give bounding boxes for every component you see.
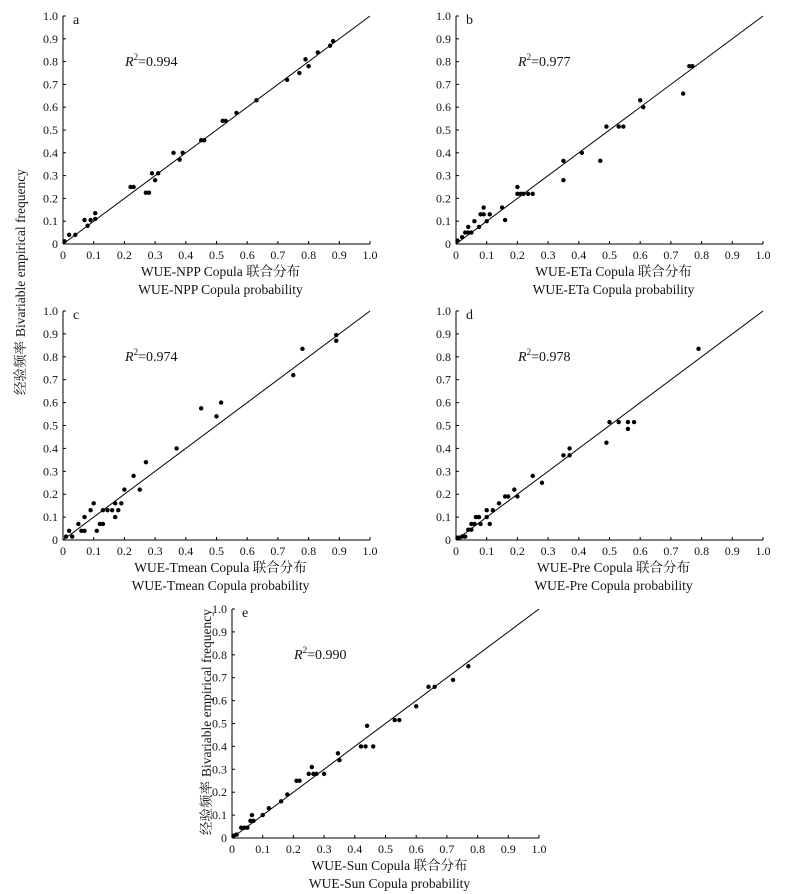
x-tick-label-a: 0.1 xyxy=(86,248,102,262)
y-tick-label-a: 0.4 xyxy=(43,145,58,160)
data-point-c xyxy=(334,333,338,337)
data-point-d xyxy=(469,527,473,531)
y-tick-label-c: 0.4 xyxy=(43,441,58,456)
y-tick-label-b: 0.3 xyxy=(436,168,451,183)
r2-superscript-d: 2 xyxy=(526,347,532,357)
data-point-b xyxy=(526,192,530,196)
r2-symbol-a: R xyxy=(125,55,134,70)
y-tick-label-c: 0.5 xyxy=(43,418,58,433)
data-point-d xyxy=(561,453,565,457)
x-tick-label-d: 0.2 xyxy=(509,544,525,558)
data-point-b xyxy=(472,219,476,223)
data-point-a xyxy=(254,98,258,102)
y-tick-label-d: 0.8 xyxy=(436,349,451,364)
x-tick-label-b: 0.7 xyxy=(663,248,679,262)
xlabel-cn-a: WUE-NPP Copula 联合分布 xyxy=(140,264,301,279)
y-tick-label-e: 0.4 xyxy=(212,739,227,754)
data-point-c xyxy=(291,373,295,377)
y-tick-label-a: 0.7 xyxy=(43,77,58,92)
x-tick-label-d: 0.9 xyxy=(724,544,740,558)
data-point-d xyxy=(607,420,611,424)
data-point-a xyxy=(316,50,320,54)
data-point-e xyxy=(336,751,340,755)
r2-annotation-d xyxy=(517,347,570,365)
ylabel-left-en: Bivariable empirical frequency xyxy=(13,169,28,337)
y-tick-label-e: 0.6 xyxy=(212,693,227,708)
data-point-d xyxy=(485,508,489,512)
x-tick-label-b: 0.2 xyxy=(509,248,525,262)
data-point-d xyxy=(463,534,467,538)
data-point-e xyxy=(426,685,430,689)
r2-annotation-a xyxy=(124,52,177,70)
y-tick-label-e: 0.7 xyxy=(212,670,227,685)
data-point-b xyxy=(531,192,535,196)
data-point-b xyxy=(580,151,584,155)
y-tick-label-a: 0.8 xyxy=(43,54,58,69)
y-tick-label-b: 0.7 xyxy=(436,77,451,92)
data-point-b xyxy=(617,124,621,128)
data-point-c xyxy=(113,501,117,505)
y-tick-label-d: 0 xyxy=(445,533,451,547)
panel-label-a: a xyxy=(73,13,80,28)
data-point-d xyxy=(531,474,535,478)
x-tick-label-e: 0.7 xyxy=(439,842,455,856)
data-point-c xyxy=(214,414,218,418)
y-tick-label-a: 0.2 xyxy=(43,191,58,206)
data-point-b xyxy=(521,192,525,196)
data-point-c xyxy=(174,446,178,450)
y-tick-label-e: 0.3 xyxy=(212,762,227,777)
y-tick-label-c: 0.8 xyxy=(43,349,58,364)
y-tick-label-b: 0.1 xyxy=(436,214,451,229)
data-point-c xyxy=(76,522,80,526)
data-point-e xyxy=(245,825,249,829)
x-tick-label-c: 0.7 xyxy=(270,544,286,558)
y-tick-label-b: 0.4 xyxy=(436,145,451,160)
y-tick-label-c: 0.6 xyxy=(43,395,58,410)
y-tick-label-d: 0.2 xyxy=(436,487,451,502)
x-tick-label-b: 0.5 xyxy=(602,248,617,262)
data-point-e xyxy=(251,819,255,823)
y-tick-label-a: 0.6 xyxy=(43,100,58,115)
x-tick-label-a: 0 xyxy=(60,248,66,262)
data-point-d xyxy=(626,427,630,431)
data-point-e xyxy=(359,744,363,748)
data-point-b xyxy=(681,91,685,95)
data-point-a xyxy=(150,171,154,175)
data-point-a xyxy=(73,233,77,237)
data-point-e xyxy=(363,744,367,748)
data-point-c xyxy=(67,529,71,533)
data-point-c xyxy=(82,529,86,533)
data-point-a xyxy=(224,119,228,123)
data-point-c xyxy=(119,501,123,505)
data-point-e xyxy=(337,758,341,762)
x-tick-label-c: 0.6 xyxy=(239,544,255,558)
r2-value-c: =0.974 xyxy=(138,350,178,365)
y-tick-label-d: 0.7 xyxy=(436,372,451,387)
data-point-d xyxy=(491,508,495,512)
data-point-e xyxy=(307,772,311,776)
data-point-c xyxy=(131,474,135,478)
data-point-a xyxy=(331,39,335,43)
y-tick-label-c: 0.9 xyxy=(43,326,58,341)
r2-superscript-c: 2 xyxy=(133,347,139,357)
ylabel-e-cn: 经验频率 xyxy=(199,780,214,835)
data-point-e xyxy=(451,678,455,682)
x-tick-label-d: 0 xyxy=(453,544,459,558)
x-tick-label-a: 0.6 xyxy=(239,248,255,262)
y-tick-label-c: 0.7 xyxy=(43,372,58,387)
r2-symbol-b: R xyxy=(518,55,527,70)
y-tick-label-b: 0.6 xyxy=(436,100,451,115)
y-tick-label-d: 0.3 xyxy=(436,464,451,479)
y-tick-label-d: 1.0 xyxy=(436,304,451,318)
x-tick-label-d: 0.7 xyxy=(663,544,679,558)
x-tick-label-e: 0.9 xyxy=(500,842,516,856)
y-tick-label-e: 0.8 xyxy=(212,647,227,662)
panel-label-c: c xyxy=(73,308,80,323)
data-point-d xyxy=(506,494,510,498)
data-point-a xyxy=(62,239,66,243)
y-tick-label-e: 0.5 xyxy=(212,716,227,731)
x-tick-label-e: 0.2 xyxy=(285,842,301,856)
data-point-b xyxy=(561,159,565,163)
r2-annotation-e xyxy=(293,645,346,663)
data-point-e xyxy=(322,772,326,776)
data-point-e xyxy=(397,718,401,722)
data-point-b xyxy=(500,205,504,209)
data-point-a xyxy=(85,224,89,228)
data-point-a xyxy=(131,185,135,189)
data-point-c xyxy=(113,515,117,519)
x-tick-label-d: 0.4 xyxy=(571,544,587,558)
data-point-d xyxy=(497,501,501,505)
y-tick-label-a: 0.3 xyxy=(43,168,58,183)
data-point-c xyxy=(138,487,142,491)
y-tick-label-a: 0.1 xyxy=(43,214,58,229)
r2-value-a: =0.994 xyxy=(138,55,178,70)
data-point-b xyxy=(604,124,608,128)
xlabel-cn-e: WUE-Sun Copula 联合分布 xyxy=(311,858,468,873)
x-tick-label-a: 0.9 xyxy=(331,248,347,262)
y-tick-label-e: 1.0 xyxy=(212,602,227,616)
data-point-a xyxy=(88,218,92,222)
x-tick-label-e: 0.5 xyxy=(378,842,393,856)
data-point-d xyxy=(696,347,700,351)
ylabel-left-cn: 经验频率 xyxy=(13,340,28,395)
data-point-e xyxy=(432,685,436,689)
data-point-d xyxy=(617,420,621,424)
data-point-e xyxy=(466,664,470,668)
data-point-a xyxy=(202,138,206,142)
data-point-e xyxy=(314,772,318,776)
r2-annotation-b xyxy=(517,52,570,70)
data-point-e xyxy=(371,744,375,748)
x-tick-label-e: 0.3 xyxy=(316,842,332,856)
data-point-b xyxy=(469,230,473,234)
data-point-a xyxy=(328,43,332,47)
x-tick-label-b: 0.1 xyxy=(479,248,495,262)
data-point-e xyxy=(297,779,301,783)
xlabel-cn-d: WUE-Pre Copula 联合分布 xyxy=(537,560,690,575)
y-tick-label-b: 0.8 xyxy=(436,54,451,69)
x-tick-label-a: 0.4 xyxy=(178,248,194,262)
r2-superscript-a: 2 xyxy=(133,52,139,62)
data-point-c xyxy=(101,522,105,526)
data-point-a xyxy=(285,78,289,82)
y-tick-label-e: 0.9 xyxy=(212,624,227,639)
y-tick-label-e: 0.1 xyxy=(212,808,227,823)
x-tick-label-b: 0.4 xyxy=(571,248,587,262)
y-tick-label-d: 0.4 xyxy=(436,441,451,456)
ylabel-left xyxy=(13,169,28,395)
r2-superscript-b: 2 xyxy=(526,52,532,62)
data-point-a xyxy=(306,64,310,68)
data-point-b xyxy=(638,98,642,102)
y-tick-label-b: 0.5 xyxy=(436,123,451,137)
data-point-c xyxy=(144,460,148,464)
xlabel-en-d: WUE-Pre Copula probability xyxy=(534,578,693,593)
data-point-c xyxy=(82,515,86,519)
x-tick-label-d: 0.1 xyxy=(479,544,495,558)
y-tick-label-b: 0.9 xyxy=(436,31,451,46)
data-point-b xyxy=(503,218,507,222)
x-tick-label-e: 0.8 xyxy=(470,842,486,856)
y-tick-label-a: 0 xyxy=(52,237,58,251)
panel-label-b: b xyxy=(466,13,473,28)
y-tick-label-d: 0.5 xyxy=(436,418,451,433)
x-tick-label-b: 0.8 xyxy=(694,248,710,262)
data-point-c xyxy=(219,400,223,404)
x-tick-label-a: 0.2 xyxy=(116,248,132,262)
data-point-c xyxy=(334,339,338,343)
r2-annotation-c xyxy=(124,347,177,365)
r2-symbol-e: R xyxy=(294,648,303,663)
x-tick-label-e: 0.6 xyxy=(408,842,424,856)
data-point-c xyxy=(122,487,126,491)
r2-symbol-c: R xyxy=(125,350,134,365)
data-point-a xyxy=(147,191,151,195)
data-point-b xyxy=(641,105,645,109)
x-tick-label-b: 0.9 xyxy=(724,248,740,262)
data-point-e xyxy=(393,718,397,722)
data-point-d xyxy=(567,446,571,450)
r2-symbol-d: R xyxy=(518,350,527,365)
x-tick-label-d: 0.5 xyxy=(602,544,617,558)
data-point-e xyxy=(261,813,265,817)
xlabel-en-e: WUE-Sun Copula probability xyxy=(308,876,471,891)
data-point-b xyxy=(690,64,694,68)
data-point-c xyxy=(300,347,304,351)
data-point-e xyxy=(250,813,254,817)
data-point-b xyxy=(621,124,625,128)
data-point-d xyxy=(485,515,489,519)
r2-value-e: =0.990 xyxy=(307,648,347,663)
y-tick-label-b: 0.2 xyxy=(436,191,451,206)
ylabel-e-en: Bivariable empirical frequency xyxy=(199,609,214,777)
data-point-b xyxy=(455,238,459,242)
data-point-a xyxy=(156,171,160,175)
data-point-c xyxy=(70,534,74,538)
r2-value-b: =0.977 xyxy=(531,55,571,70)
y-tick-label-d: 0.9 xyxy=(436,326,451,341)
x-tick-label-e: 0.1 xyxy=(255,842,271,856)
y-tick-label-c: 1.0 xyxy=(43,304,58,318)
y-tick-label-e: 0 xyxy=(221,831,227,845)
x-tick-label-e: 0 xyxy=(229,842,235,856)
y-tick-label-a: 0.5 xyxy=(43,123,58,137)
y-tick-label-b: 1.0 xyxy=(436,9,451,23)
data-point-d xyxy=(478,522,482,526)
data-point-c xyxy=(88,508,92,512)
data-point-e xyxy=(414,704,418,708)
data-point-b xyxy=(598,159,602,163)
data-point-a xyxy=(93,211,97,215)
y-tick-label-d: 0.6 xyxy=(436,395,451,410)
data-point-d xyxy=(632,420,636,424)
data-point-c xyxy=(101,508,105,512)
y-tick-label-b: 0 xyxy=(445,237,451,251)
x-tick-label-b: 0.3 xyxy=(540,248,556,262)
data-point-e xyxy=(279,799,283,803)
data-point-b xyxy=(485,219,489,223)
x-tick-label-c: 1.0 xyxy=(362,544,378,558)
data-point-b xyxy=(460,235,464,239)
x-tick-label-d: 0.6 xyxy=(632,544,648,558)
xlabel-en-c: WUE-Tmean Copula probability xyxy=(131,578,310,593)
x-tick-label-d: 0.3 xyxy=(540,544,556,558)
data-point-d xyxy=(515,494,519,498)
panel-label-d: d xyxy=(466,308,473,323)
x-tick-label-b: 0.6 xyxy=(632,248,648,262)
xlabel-cn-b: WUE-ETa Copula 联合分布 xyxy=(535,264,692,279)
data-point-e xyxy=(234,832,238,836)
y-tick-label-d: 0.1 xyxy=(436,510,451,525)
r2-value-d: =0.978 xyxy=(531,350,571,365)
data-point-a xyxy=(82,218,86,222)
data-point-a xyxy=(171,151,175,155)
x-tick-label-c: 0 xyxy=(60,544,66,558)
x-tick-label-d: 1.0 xyxy=(755,544,771,558)
data-point-c xyxy=(116,508,120,512)
x-tick-label-e: 1.0 xyxy=(531,842,547,856)
x-tick-label-c: 0.5 xyxy=(209,544,224,558)
xlabel-en-a: WUE-NPP Copula probability xyxy=(138,282,303,297)
x-tick-label-a: 0.5 xyxy=(209,248,224,262)
data-point-c xyxy=(92,501,96,505)
data-point-a xyxy=(153,178,157,182)
data-point-d xyxy=(512,487,516,491)
data-point-d xyxy=(488,522,492,526)
data-point-c xyxy=(64,534,68,538)
y-tick-label-c: 0 xyxy=(52,533,58,547)
data-point-a xyxy=(67,233,71,237)
data-point-b xyxy=(481,212,485,216)
x-tick-label-a: 0.7 xyxy=(270,248,286,262)
data-point-b xyxy=(481,205,485,209)
data-point-a xyxy=(177,157,181,161)
data-point-a xyxy=(234,111,238,115)
data-point-a xyxy=(181,151,185,155)
x-tick-label-a: 0.8 xyxy=(301,248,317,262)
x-tick-label-c: 0.1 xyxy=(86,544,102,558)
data-point-c xyxy=(95,529,99,533)
data-point-e xyxy=(285,792,289,796)
data-point-e xyxy=(365,724,369,728)
x-tick-label-c: 0.3 xyxy=(147,544,163,558)
data-point-a xyxy=(93,217,97,221)
data-point-b xyxy=(488,212,492,216)
data-point-a xyxy=(297,71,301,75)
x-tick-label-a: 1.0 xyxy=(362,248,378,262)
x-tick-label-b: 1.0 xyxy=(755,248,771,262)
data-point-c xyxy=(199,406,203,410)
y-tick-label-c: 0.2 xyxy=(43,487,58,502)
data-point-a xyxy=(303,57,307,61)
data-point-c xyxy=(105,508,109,512)
x-tick-label-b: 0 xyxy=(453,248,459,262)
y-tick-label-a: 0.9 xyxy=(43,31,58,46)
x-tick-label-d: 0.8 xyxy=(694,544,710,558)
x-tick-label-a: 0.3 xyxy=(147,248,163,262)
data-point-d xyxy=(604,440,608,444)
data-point-b xyxy=(561,178,565,182)
data-point-e xyxy=(310,765,314,769)
data-point-d xyxy=(472,522,476,526)
x-tick-label-c: 0.9 xyxy=(331,544,347,558)
data-point-c xyxy=(110,508,114,512)
y-tick-label-e: 0.2 xyxy=(212,785,227,800)
x-tick-label-c: 0.2 xyxy=(116,544,132,558)
data-point-d xyxy=(540,481,544,485)
data-point-e xyxy=(267,806,271,810)
data-point-b xyxy=(466,225,470,229)
x-tick-label-c: 0.4 xyxy=(178,544,194,558)
data-point-b xyxy=(477,225,481,229)
y-tick-label-a: 1.0 xyxy=(43,9,58,23)
x-tick-label-e: 0.4 xyxy=(347,842,363,856)
data-point-d xyxy=(567,453,571,457)
y-tick-label-c: 0.3 xyxy=(43,464,58,479)
xlabel-cn-c: WUE-Tmean Copula 联合分布 xyxy=(134,560,307,575)
xlabel-en-b: WUE-ETa Copula probability xyxy=(532,282,695,297)
x-tick-label-c: 0.8 xyxy=(301,544,317,558)
data-point-d xyxy=(626,420,630,424)
y-tick-label-c: 0.1 xyxy=(43,510,58,525)
r2-superscript-e: 2 xyxy=(302,645,308,655)
data-point-d xyxy=(477,515,481,519)
panel-label-e: e xyxy=(242,606,249,621)
data-point-b xyxy=(515,185,519,189)
